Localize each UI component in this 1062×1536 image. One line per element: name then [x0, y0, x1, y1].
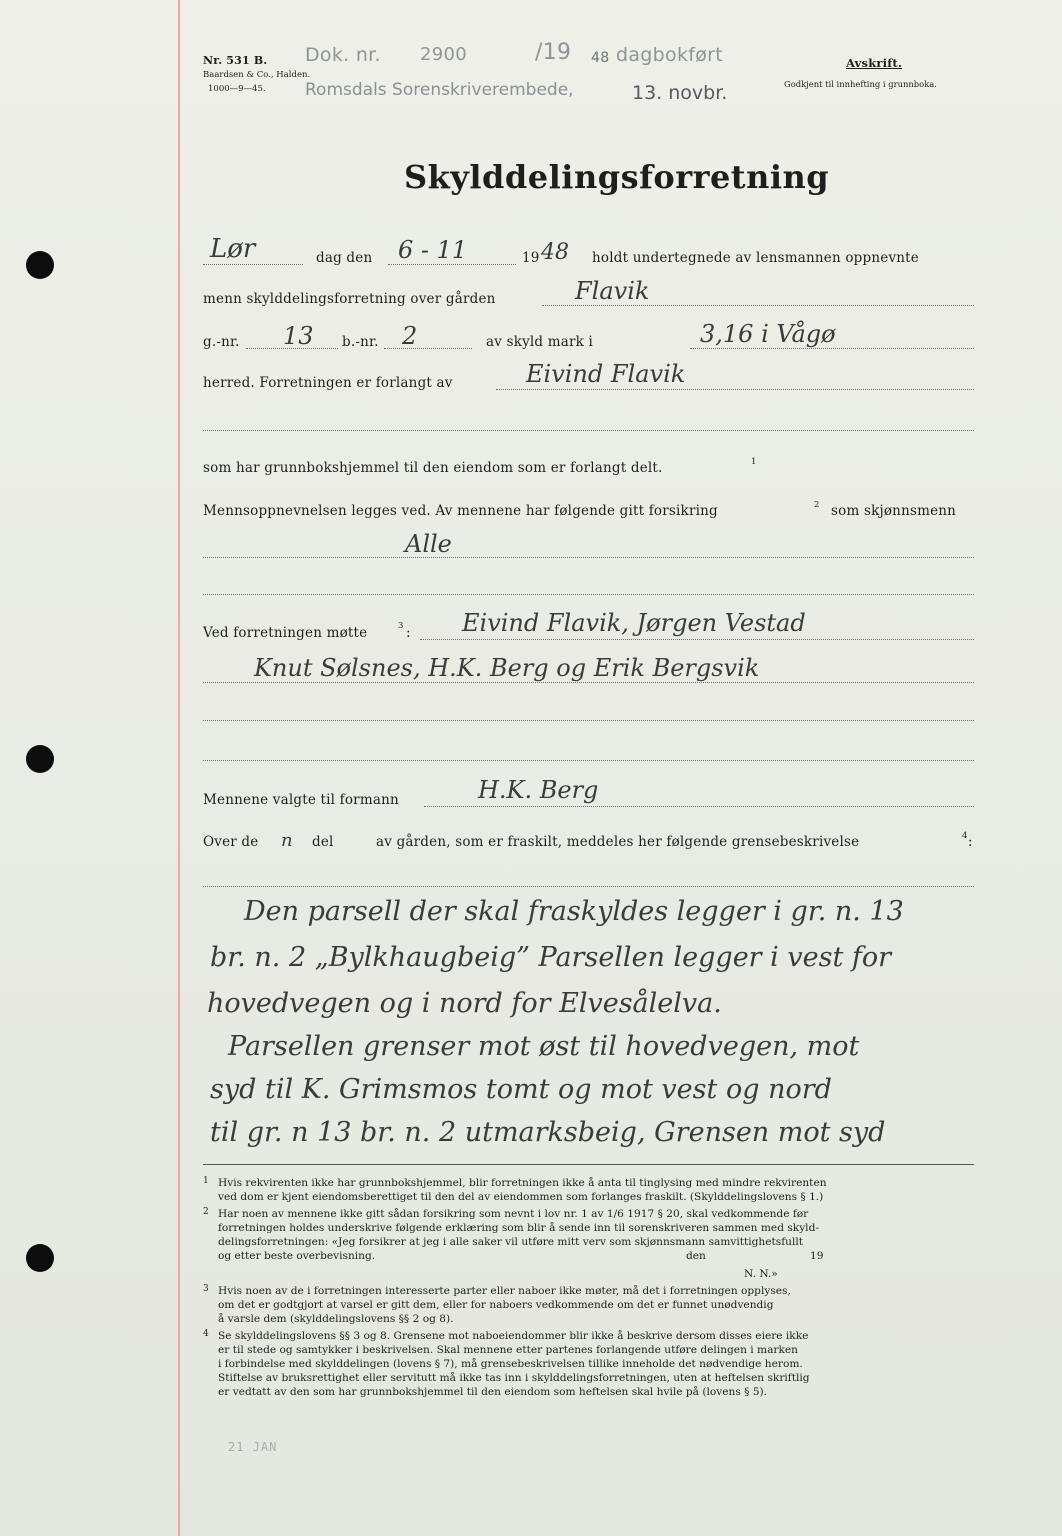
attendees-line-2: Knut Sølsnes, H.K. Berg og Erik Bergsvik: [254, 654, 760, 682]
bnr-value: 2: [402, 322, 418, 350]
punch-hole-middle: [26, 745, 54, 773]
footnote-3-number: 3: [203, 1284, 209, 1294]
footnote-2-line-4: og etter beste overbevisning.: [218, 1250, 376, 1262]
blank-line-1: [203, 430, 974, 431]
holdt-text: holdt undertegnede av lensmannen oppnevnte: [592, 250, 919, 266]
footnote-ref-1: 1: [751, 457, 757, 467]
form-number: Nr. 531 B.: [203, 54, 268, 67]
del-label: del: [312, 834, 334, 850]
blank-line-5: [203, 886, 974, 887]
footnote-2-year: 19: [810, 1250, 824, 1262]
date-line: [388, 264, 516, 265]
alle-line: [203, 557, 974, 558]
attendees-line-1-rule: [420, 639, 974, 640]
stamp-date: 13. novbr.: [632, 82, 728, 104]
formann-label: Mennene valgte til formann: [203, 792, 399, 808]
document-title: Skylddelingsforretning: [404, 158, 830, 196]
skjonnsmenn-text: som skjønnsmenn: [831, 503, 957, 519]
description-line-5: syd til K. Grimsmos tomt og mot vest og nord: [210, 1074, 832, 1105]
footnote-1-line-1: Hvis rekvirenten ikke har grunnbokshjemmel, blir forretningen ikke å anta til tinglysing med mindre rekvirenten: [218, 1177, 827, 1189]
blank-line-2: [203, 594, 974, 595]
blank-line-3: [203, 720, 974, 721]
skyld-value: 3,16 i Vågø: [700, 320, 836, 348]
avskrift-title: Avskrift.: [846, 56, 903, 70]
footnote-4-line-5: er vedtatt av den som har grunnbokshjemmel til den eiendom som heftelsen skal hvile på (lovens § 5).: [218, 1386, 768, 1398]
footnote-2-line-2: forretningen holdes underskrive følgende erklæring som blir å sende inn til sorenskriveren sammen med skyld-: [218, 1222, 819, 1234]
bnr-label: b.-nr.: [342, 334, 379, 350]
margin-rule: [178, 0, 180, 1536]
herred-label: herred. Forretningen er forlangt av: [203, 375, 453, 391]
grunnbok-text: som har grunnbokshjemmel til den eiendom som er forlangt delt.: [203, 460, 663, 476]
motte-label: Ved forretningen møtte: [203, 625, 368, 641]
footnote-ref-4: 4: [962, 831, 968, 841]
motte-colon: :: [406, 625, 411, 641]
weekday-line: [203, 264, 303, 265]
description-line-1: Den parsell der skal fraskyldes legger i gr. n. 13: [244, 896, 904, 927]
footnote-4-line-1: Se skylddelingslovens §§ 3 og 8. Grensene mot naboeiendommer blir ikke å beskrive dersom disses eiere ikke: [218, 1330, 809, 1342]
description-line-2: br. n. 2 „Bylkhaugbeig” Parsellen legger i vest for: [210, 942, 892, 973]
skyld-line: [690, 348, 974, 349]
punch-hole-bottom: [26, 1244, 54, 1272]
avskrift-note: Godkjent til innhefting i grunnboka.: [784, 79, 937, 89]
punch-hole-top: [26, 251, 54, 279]
footnote-4-line-3: i forbindelse med skylddelingen (lovens § 7), må grensebeskrivelsen tillike inneholde det nødvendige herom.: [218, 1358, 803, 1370]
gnr-label: g.-nr.: [203, 334, 240, 350]
weekday: Lør: [210, 234, 256, 264]
over-den-label: Over de: [203, 834, 259, 850]
farm-line: [542, 305, 974, 306]
footnote-4-number: 4: [203, 1329, 209, 1339]
footnote-ref-2: 2: [814, 500, 820, 510]
footnote-2-den: den: [686, 1250, 706, 1262]
footnote-4-line-2: er til stede og samtykker i beskrivelsen. Skal mennene etter partenes forlangende utføre delingen i marken: [218, 1344, 798, 1356]
description-line-4: Parsellen grenser mot øst til hovedvegen, mot: [228, 1031, 860, 1062]
blank-line-4: [203, 760, 974, 761]
print-run: 1000—9—45.: [208, 84, 266, 94]
footnote-3-line-1: Hvis noen av de i forretningen interesserte parter eller naboer ikke møter, må det i forretningen opplyses,: [218, 1285, 791, 1297]
footnote-3-line-2: om det er godtgjort at varsel er gitt dem, eller for naboers vedkommende om det er funnet unødvendig: [218, 1299, 774, 1311]
bnr-line: [384, 348, 472, 349]
grensebeskrivelse-label: av gården, som er fraskilt, meddeles her følgende grensebeskrivelse: [376, 834, 860, 850]
stamp-dok-label: Dok. nr.: [305, 44, 381, 66]
gnr-value: 13: [283, 322, 314, 350]
year-prefix: 19: [522, 250, 540, 266]
formann-line: [424, 806, 974, 807]
footnote-1-number: 1: [203, 1176, 209, 1186]
over-den-colon: :: [968, 834, 973, 850]
footnote-2-nn: N. N.»: [744, 1268, 778, 1280]
stamp-year-prefix: /19: [535, 40, 572, 65]
requester-line: [496, 389, 974, 390]
farm-name: Flavik: [575, 277, 650, 305]
over-den-hand: n: [281, 830, 293, 851]
footnote-ref-3: 3: [398, 621, 404, 631]
stamp-dagbokfort: dagbokført: [616, 44, 724, 66]
alle-value: Alle: [405, 530, 452, 558]
year-value: 48: [541, 240, 569, 265]
mennsopp-text: Mennsoppnevnelsen legges ved. Av mennene har følgende gitt forsikring: [203, 503, 718, 519]
requester-name: Eivind Flavik: [526, 360, 686, 388]
footnote-4-line-4: Stiftelse av bruksrettighet eller servitutt må ikke tas inn i skylddelingsforretningen, uten at heftelsen skriftlig: [218, 1372, 810, 1384]
footnote-2-line-1: Har noen av mennene ikke gitt sådan forsikring som nevnt i lov nr. 1 av 1/6 1917 § 20, skal vedkommende før: [218, 1208, 809, 1220]
footnote-2-number: 2: [203, 1207, 209, 1217]
description-line-6: til gr. n 13 br. n. 2 utmarksbeig, Grensen mot syd: [210, 1117, 886, 1148]
footnote-separator: [203, 1164, 974, 1165]
footnote-1-line-2: ved dom er kjent eiendomsberettiget til den del av eiendommen som forlanges fraskilt. (Skylddelingslovens § 1.): [218, 1191, 824, 1203]
footnote-2-line-3: delingsforretningen: «Jeg forsikrer at jeg i alle saker vil utføre mitt verv som skjønnsmann samvittighetsfullt: [218, 1236, 803, 1248]
skyld-label: av skyld mark i: [486, 334, 594, 350]
gnr-line: [246, 348, 338, 349]
stamp-office: Romsdals Sorenskriverembede,: [305, 80, 574, 100]
menn-label: menn skylddelingsforretning over gården: [203, 291, 496, 307]
date-value: 6 - 11: [398, 236, 468, 264]
stamp-doc-number: 2900: [420, 44, 468, 65]
attendees-line-1: Eivind Flavik, Jørgen Vestad: [462, 609, 806, 637]
attendees-line-2-rule: [203, 682, 974, 683]
formann-name: H.K. Berg: [478, 776, 599, 804]
dag-den-label: dag den: [316, 250, 373, 266]
footnote-3-line-3: å varsle dem (skylddelingslovens §§ 2 og 8).: [218, 1313, 454, 1325]
printer-name: Baardsen & Co., Halden.: [203, 70, 311, 80]
bottom-stamp: 21 JAN: [228, 1440, 278, 1454]
description-line-3: hovedvegen og i nord for Elvesålelva.: [207, 988, 722, 1019]
stamp-year: 48: [591, 50, 610, 66]
